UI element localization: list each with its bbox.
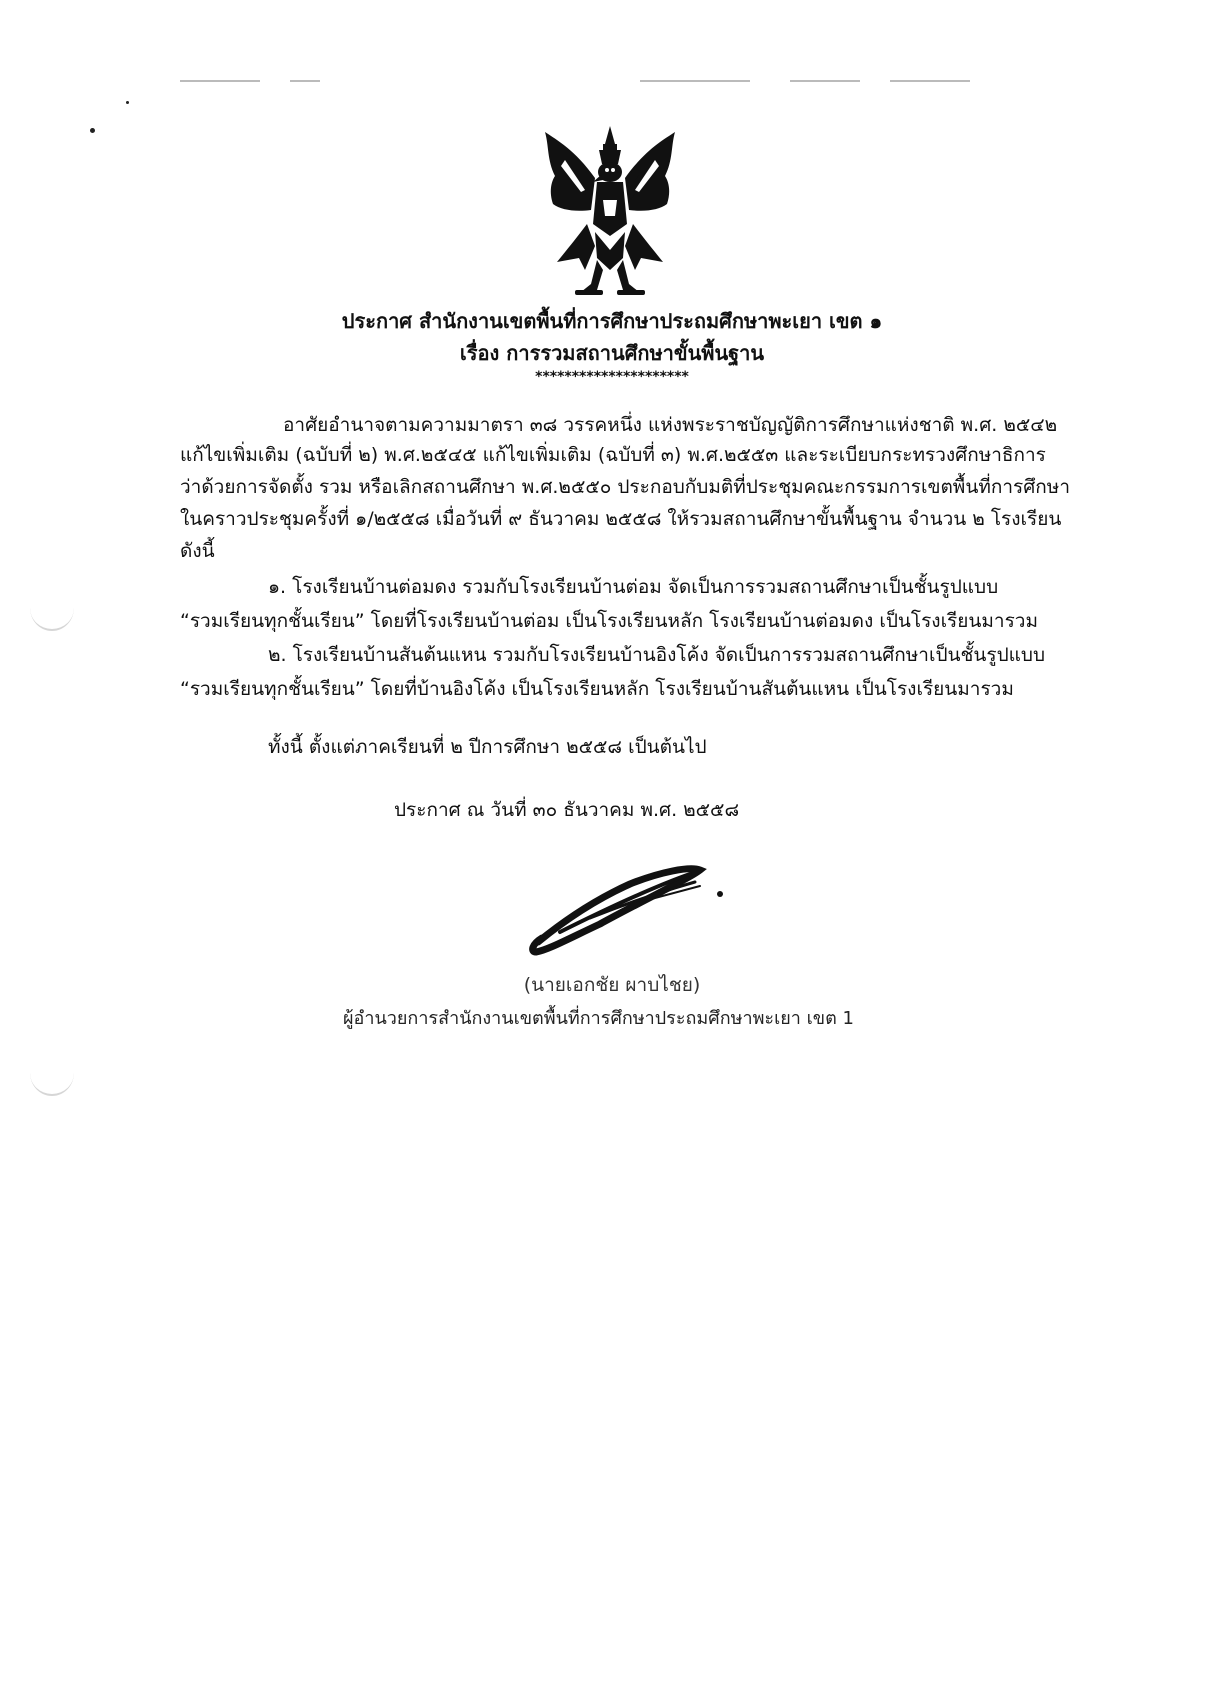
handwritten-signature xyxy=(520,862,730,960)
body-paragraph-line: ในคราวประชุมครั้งที่ ๑/๒๕๕๘ เมื่อวันที่ ๙ ธันวาคม ๒๕๕๘ ให้รวมสถานศึกษาขั้นพื้นฐาน จำนวน ๒ โรงเรียน xyxy=(180,508,1062,530)
scan-artifact-line xyxy=(180,80,260,82)
announcement-title: ประกาศ สำนักงานเขตพื้นที่การศึกษาประถมศึกษาพะเยา เขต ๑ xyxy=(341,309,883,333)
list-item-1-line-2: “รวมเรียนทุกชั้นเรียน” โดยที่โรงเรียนบ้านต่อม เป็นโรงเรียนหลัก โรงเรียนบ้านต่อมดง เป็นโรงเรียนมารวม xyxy=(180,610,1038,632)
body-paragraph-line: อาศัยอำนาจตามความมาตรา ๓๘ วรรคหนึ่ง แห่งพระราชบัญญัติการศึกษาแห่งชาติ พ.ศ. ๒๕๔๒ xyxy=(283,414,1058,436)
scan-artifact-dot xyxy=(90,128,95,133)
list-item-2-line-1: ๒. โรงเรียนบ้านสันต้นแหน รวมกับโรงเรียนบ้านอิงโค้ง จัดเป็นการรวมสถานศึกษาเป็นชั้นรูปแบบ xyxy=(268,644,1046,666)
separator-stars: ********************* xyxy=(535,369,689,385)
scan-artifact-line xyxy=(790,80,860,82)
scan-artifact-line xyxy=(290,80,320,82)
announcement-subject: เรื่อง การรวมสถานศึกษาขั้นพื้นฐาน xyxy=(459,341,765,365)
scan-artifact-line xyxy=(640,80,750,82)
punch-hole-mark xyxy=(30,1050,74,1096)
scan-artifact-line xyxy=(890,80,970,82)
body-paragraph-line: ดังนี้ xyxy=(180,540,215,562)
body-paragraph-line: แก้ไขเพิ่มเติม (ฉบับที่ ๒) พ.ศ.๒๕๔๕ แก้ไขเพิ่มเติม (ฉบับที่ ๓) พ.ศ.๒๕๕๓ และระเบียบกระทรวงศึกษาธิการ xyxy=(180,444,1046,466)
signer-title: ผู้อำนวยการสำนักงานเขตพื้นที่การศึกษาประถมศึกษาพะเยา เขต 1 xyxy=(343,1008,854,1029)
list-item-2-line-2: “รวมเรียนทุกชั้นเรียน” โดยที่บ้านอิงโค้ง เป็นโรงเรียนหลัก โรงเรียนบ้านสันต้นแหน เป็นโรงเรียนมารวม xyxy=(180,678,1014,700)
punch-hole-mark xyxy=(30,585,74,631)
scan-artifact-dot xyxy=(126,101,129,104)
body-paragraph-line: ว่าด้วยการจัดตั้ง รวม หรือเลิกสถานศึกษา พ.ศ.๒๕๕๐ ประกอบกับมติที่ประชุมคณะกรรมการเขตพื้นที่การศึกษา xyxy=(180,476,1070,498)
list-item-1-line-1: ๑. โรงเรียนบ้านต่อมดง รวมกับโรงเรียนบ้านต่อม จัดเป็นการรวมสถานศึกษาเป็นชั้นรูปแบบ xyxy=(268,576,999,598)
signer-name: (นายเอกชัย ผาบไชย) xyxy=(523,974,701,996)
effective-date-line: ทั้งนี้ ตั้งแต่ภาคเรียนที่ ๒ ปีการศึกษา ๒๕๕๘ เป็นต้นไป xyxy=(268,736,707,758)
announcement-date-line: ประกาศ ณ วันที่ ๓๐ ธันวาคม พ.ศ. ๒๕๕๘ xyxy=(394,799,740,821)
garuda-emblem-icon xyxy=(535,120,685,298)
